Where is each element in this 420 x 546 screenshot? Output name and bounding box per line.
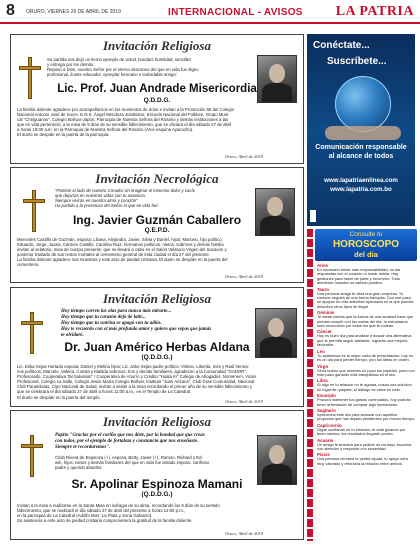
subscription-ad[interactable]	[307, 34, 415, 226]
sign-name: Acuario	[317, 437, 334, 443]
page-number: 8	[6, 2, 15, 19]
sign-name: Capricornio	[317, 422, 342, 428]
notice-body: Lic. Erika Sejas Hurtado esposa; Daniel y Melina hijos; Lic. Jaho Sejas padre político; Virtinio, Liberita, Inés y Raúl herma- nos políticos; Marcelo, Valeria, Camila y Matilda sobrinos; tíos y demás familiares, agradecen a la Comunidad "GADOR", Profesorado, Cooperativa Tal Salvation" / Cooperativa de Ahorro y Crédito "Huala Ki" Colegio de Abogados, Nomenem, Vicios Profesional, Colegio La Salle, Colegio Jesús María Colegio Bolívar, Instituto "Juan Arizaca", Club Gran Comunidad, Nacional Club Paralelistas, Cipo Nacional de Salud, invitan a asistir a la misa recordando el primer año de su sensible fallecimiento y que se celebrará el día sábado 27 de abril a horas 11:00 a.m., en el Templo de La Catedral. El duelo se despide en la puerta del templo.	[17, 364, 257, 400]
sign-name: Sagitario	[317, 407, 336, 413]
notice-intro: Cirila Rivera de Espinoza (+), esposa; Betty, Javier (+), Ramiro, Richard y Ed- win, hijos; nietos y demás familiares del que en vida fue amado esposo, cariñoso padre y querido abuelito:	[55, 455, 210, 471]
sign-entry	[317, 287, 415, 310]
horoscope-subtitle: del día	[354, 250, 378, 259]
sign-entry	[317, 263, 415, 286]
sign-name: Virgo	[317, 363, 329, 369]
sign-text: Un amigo te buscará para pedirte un consejo, escucha con atención y responde con sinceridad.	[317, 441, 412, 451]
sign-name: Aries	[317, 263, 328, 268]
sign-entry	[317, 408, 415, 422]
sign-entry	[317, 423, 415, 437]
sign-text: Hoy es buen día para analizar y buscar una alternativa que te permita seguir adelante, lograrás una mejoría favorable.	[317, 333, 412, 348]
sign-text: Sigue confiando en tu intuición, te está guiando por buen camino; los resultados llegarán pronto.	[317, 426, 406, 437]
sign-name: Géminis	[317, 310, 335, 316]
sign-name: Leo	[317, 348, 325, 354]
notice-intro: Su partida nos dejó un tierno ejemplo de virtud, bondad, humildad, sencillez y entrega por los demás. Reposó a Dios, nuestro Señor por el eterno descanso del que en vida fue digno profesional, ilustre educador, ejemplar hermano e inolvidable amigo:	[47, 57, 199, 78]
sign-text: Aprovecha este día para avanzar con aquellos proyectos que has dejado pendientes por mucho tiempo.	[317, 411, 415, 422]
sign-text: Una persona amiga te dará una gran sorpresa. Tu corazón seguirá de una forma tranquila. Con ese paso se apoyan en otra actividad apreciada en la que puedes descubrir otros tipos de llegar.	[317, 290, 414, 309]
notice-title: Invitación Religiosa	[103, 291, 211, 306]
deceased-name: Ing. Javier Guzmán Caballero	[72, 213, 242, 227]
horoscope-signs	[317, 263, 415, 467]
deceased-name: Dr. Juan Américo Herbas Aldana	[64, 340, 250, 354]
sign-name: Escorpio	[317, 393, 336, 399]
notice-intro: "Partiste al lado de nuestro Creador sin imaginar el inmenso dolor y vacío que dejarías en nuestras vidas con tu ausencia. Siempre vivirás en nuestra alma y corazón" Ha partido a la presencia del Señor el que en vida fue:	[55, 188, 196, 209]
ad-headline-1: Conéctate...	[313, 40, 370, 51]
newspaper-brand: LA PATRIA	[335, 4, 414, 19]
section-title: INTERNACIONAL - AVISOS	[168, 7, 303, 18]
page-header	[0, 0, 420, 24]
zodiac-icon-strip	[307, 229, 313, 541]
horoscope-section	[315, 229, 417, 541]
ad-url-2[interactable]: www.lapatria.com.bo	[330, 186, 392, 193]
date-line: ORURO, VIERNES 26 DE ABRIL DE 2019	[26, 9, 121, 15]
ad-tag	[310, 210, 316, 222]
notice-box-3	[10, 287, 304, 407]
notice-box-1	[10, 34, 304, 164]
notice-place: Oruro, Abril de 2019	[224, 274, 263, 279]
sign-name: Piscis	[317, 452, 330, 458]
sign-text: Te darás cuenta que la fuerza de una amistad hace que puedas cumplir con tus metas del día; tu entusiasmo será reconocido por todos los que te rodean.	[317, 314, 414, 329]
notice-box-2	[10, 167, 304, 283]
notice-body: Mercedes Castillo de Guzmán, esposa; Liliana, Alejandra, Javier, Silvia y Daniel, hijos; Marcelo, hijo político; Eduardo, Jorge, Juana, Carmen Castillo, Carolina Ruiz, hermanos políticos, nietos, sobrinos y demás familia invitan al velatorio, misa de cuerpo presente, que se llevará a cabo en el Salón Velatorio Virgen del Socavón y posterior traslado de sus restos mortales al cementerio general de ésta ciudad el día 27 del presente. La familia doliente agradece sus muestras y este acto de piedad cristiana. El duelo se despide en la puerta del cementerio.	[17, 237, 228, 268]
globe-icon	[335, 76, 391, 132]
deceased-sub: Q.D.D.G.	[143, 97, 171, 104]
notice-title: Invitación Necrológica	[95, 171, 219, 186]
sign-entry	[317, 349, 415, 363]
notice-box-4	[10, 410, 304, 540]
horoscope-title: HOROSCOPO	[332, 239, 400, 250]
sign-entry	[317, 364, 415, 378]
cross-icon	[21, 435, 43, 477]
ad-url-1[interactable]: www.lapatriaenlinea.com	[324, 177, 398, 184]
hand-icon	[325, 126, 401, 140]
sign-name: Tauro	[317, 286, 329, 292]
horoscope-header	[315, 229, 417, 261]
sign-entry	[317, 310, 415, 328]
sign-text: Si algo en tu relación no te agrada, busca una solución en lugar de quejarte; el diálogo es clave en todo.	[317, 382, 412, 392]
deceased-sub: (Q.D.D.G.)	[141, 354, 173, 361]
sign-text: En necesario tomar más responsabilidad, no dar respuestas con el corazón ni tomar doblar. Hay gestiones para hacer de parte y recorrerlo. Todo alrededor muestra un cambio positivo.	[317, 267, 401, 286]
deceased-name: Lic. Prof. Juan Andrade Misericordia	[57, 83, 257, 95]
ad-headline-2: Suscríbete...	[327, 56, 387, 67]
sign-entry	[317, 378, 415, 392]
portrait-photo	[257, 55, 297, 103]
notice-body: La familia doliente agradece por acompañarnos en los momentos de dolor e invitan a la Promoción 69 del Colegio Nacional Antonio José de Sucre, E.N.S. Ángel Mendoza Justiniano, Escuela Nacional del Folklore, Grupo Musi- cal "Chiriguanos", Colegio Bolívar-Japón, Parroquia de Nuestra Señora del Rosario y demás instituciones a las que en vida perteneció, a la misa de 9 días de su sensible fallecimiento, que se oficiará el día sábado 27 de abril a horas 19:00 a.m. en la Parroquia de Nuestra Señora del Rosario (Arce esquina Ayacucho). El duelo se despide en la puerta de la parroquia.	[17, 107, 235, 138]
notice-verses: Papito "Gracias por el cariño que nos diste, por la bondad que que creas con todos, por el ejemplo de fortaleza y constancia que nos enseñaste. Siempre te recordaremos".	[55, 433, 205, 450]
sign-text: Sería bueno que ordenes un poco tus papeles, pues con este paso ganarás más tranquilidad en el día.	[317, 367, 415, 377]
sign-name: Cáncer	[317, 329, 332, 335]
sign-entry	[317, 329, 415, 347]
ad-tagline-1: Comunicación responsable	[315, 144, 407, 151]
notice-title: Invitación Religiosa	[103, 414, 211, 429]
deceased-sub: Q.E.P.D.	[144, 227, 170, 234]
deceased-name: Sr. Apolinar Espinoza Mamani	[71, 477, 243, 491]
sign-entry	[317, 438, 415, 452]
sign-entry	[317, 393, 415, 407]
ad-tagline-2: al alcance de todos	[328, 153, 394, 160]
sign-text: Tu apariencia es tu mejor carta de presentación; hoy no es un día para perder tiempo, pon tus ideas en orden.	[317, 352, 414, 363]
notice-verses: Hoy tiempo corren las olas para nunca más mirarte... Hoy tiempo que tu corazón dejó de latir... Hoy tiempo que tu sonrisa se apagó con tu adiós. Hoy te recuerdo con el más profundo amor y quiero que sepas que jamás te olvidaré.	[61, 309, 212, 338]
notice-place: Oruro, Abril de 2019	[224, 154, 263, 159]
sign-name: Libra	[317, 378, 328, 384]
sign-text: Una persona cercana te pedirá ayuda, tu apoyo será muy valorado y reforzará la relación entre ambos.	[317, 456, 408, 466]
notice-body: Invitan a la misa a realizarse en la Santa Misa en sufragio de su alma, recordando los 9 días de su sentido fallecimiento, que se realizará el día sábado 27 de abril del presente a horas 12:00 p.m., en la parroquia de La Catedral (Adolfo Mier; La Plata y Soria Galvarro). Su asistencia a este acto de piedad cristiana comprometerá la gratitud de la familia doliente.	[17, 503, 220, 524]
notice-place: Oruro, Abril de 2019	[224, 399, 263, 404]
deceased-sub: (Q.D.D.G.)	[141, 491, 173, 498]
sign-entry	[317, 452, 415, 466]
notice-title: Invitación Religiosa	[103, 38, 211, 53]
horoscope-kicker: Consulte tu	[349, 231, 383, 238]
sign-text: Procura mantener tus gastos controlados, hoy podrías tener la tentación de comprar algo innecesario.	[317, 397, 411, 407]
notice-place: Oruro, Abril de 2019	[224, 531, 263, 536]
